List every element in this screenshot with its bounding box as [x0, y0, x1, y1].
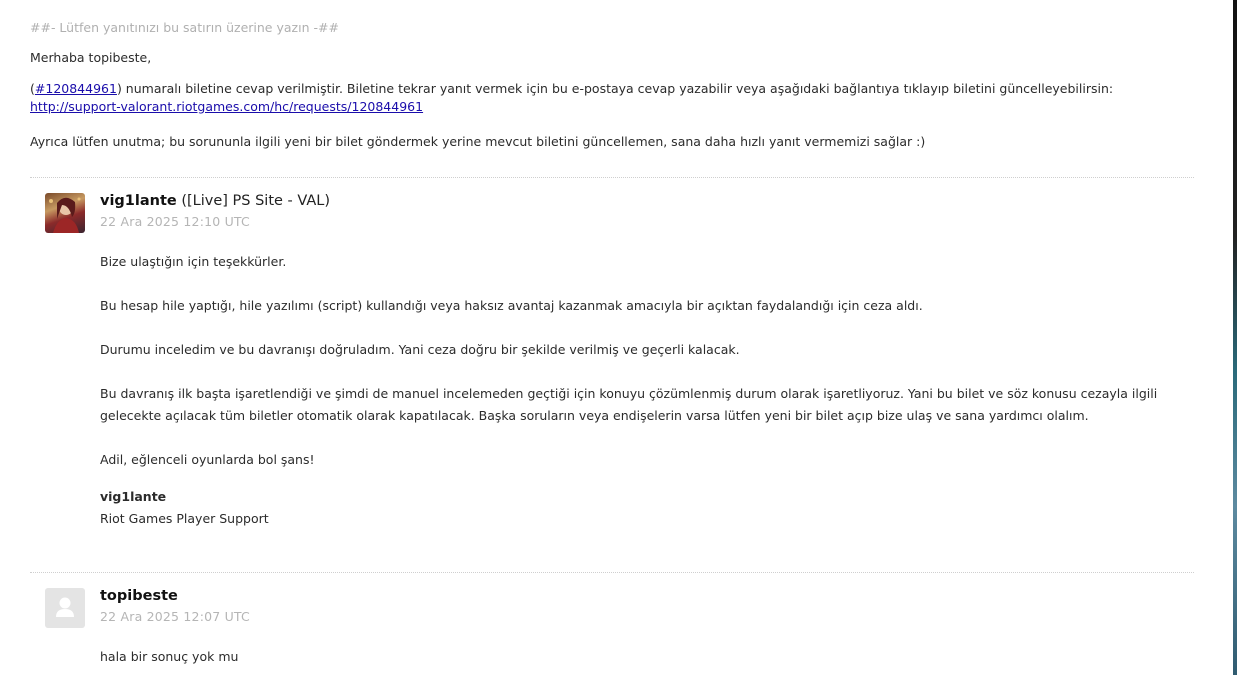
paragraph: Bize ulaştığın için teşekkürler.	[100, 254, 287, 269]
notice-text: ) numaralı biletine cevap verilmiştir. Biletine tekrar yanıt vermek için bu e-postaya cevap yazabilir veya aşağıdaki bağlantıya tıklayıp biletini güncelleyebilirsin:	[116, 81, 1114, 96]
paragraph: hala bir sonuç yok mu	[100, 649, 239, 664]
message-header	[100, 588, 1190, 624]
greeting: Merhaba topibeste,	[30, 50, 152, 65]
message-date: 22 Ara 2025 12:07 UTC	[100, 609, 250, 624]
author-name: topibeste	[100, 588, 178, 604]
message-header	[100, 193, 1190, 229]
window-edge	[1233, 0, 1237, 675]
message-agent	[45, 193, 1194, 553]
author-name: vig1lante	[100, 193, 177, 209]
ticket-url-link[interactable]: http://support-valorant.riotgames.com/hc/requests/120844961	[30, 99, 424, 114]
divider	[30, 177, 1194, 178]
ticket-link[interactable]: #120844961	[34, 81, 117, 96]
paragraph: Bu davranış ilk başta işaretlendiği ve şimdi de manuel incelemeden geçtiği için konuyu çözümlenmiş durum olarak işaretliyoruz. Yani bu bilet ve söz konusu cezayla ilgili gelecekte açılacak tüm biletler otomatik olarak kapatılacak. Başka soruların veya endişelerin varsa lütfen yeni bir bilet açıp bize ulaş ve sana yardımcı olalım.	[100, 386, 1158, 423]
paragraph: Adil, eğlenceli oyunlarda bol şans!	[100, 452, 315, 467]
paragraph: Durumu inceledim ve bu davranışı doğruladım. Yani ceza doğru bir şekilde verilmiş ve geçerli kalacak.	[100, 342, 740, 357]
reminder-text: Ayrıca lütfen unutma; bu sorununla ilgili yeni bir bilet göndermek yerine mevcut biletini güncellemen, sana daha hızlı yanıt vermemizi sağlar :)	[30, 134, 926, 149]
paragraph: Bu hesap hile yaptığı, hile yazılımı (script) kullandığı veya haksız avantaj kazanmak amacıyla bir açıktan faydalandığı için ceza aldı.	[100, 298, 923, 313]
message-user	[45, 588, 1194, 675]
divider	[30, 572, 1194, 573]
signature-name: vig1lante	[100, 489, 167, 504]
signature-title: Riot Games Player Support	[100, 511, 269, 526]
message-date: 22 Ara 2025 12:10 UTC	[100, 214, 250, 229]
ticket-notice: (#120844961) numaralı biletine cevap verilmiştir. Biletine tekrar yanıt vermek için bu e-postaya cevap yazabilir veya aşağıdaki bağlantıya tıklayıp biletini güncelleyebilirsin: http://support-valorant.riotgames.com/hc/requests/120844961	[30, 81, 1114, 114]
agent-avatar	[45, 193, 85, 233]
reply-marker: ##- Lütfen yanıtınızı bu satırın üzerine yazın -##	[30, 20, 339, 35]
author-team: ([Live] PS Site - VAL)	[181, 193, 331, 209]
user-avatar-icon	[45, 588, 85, 628]
